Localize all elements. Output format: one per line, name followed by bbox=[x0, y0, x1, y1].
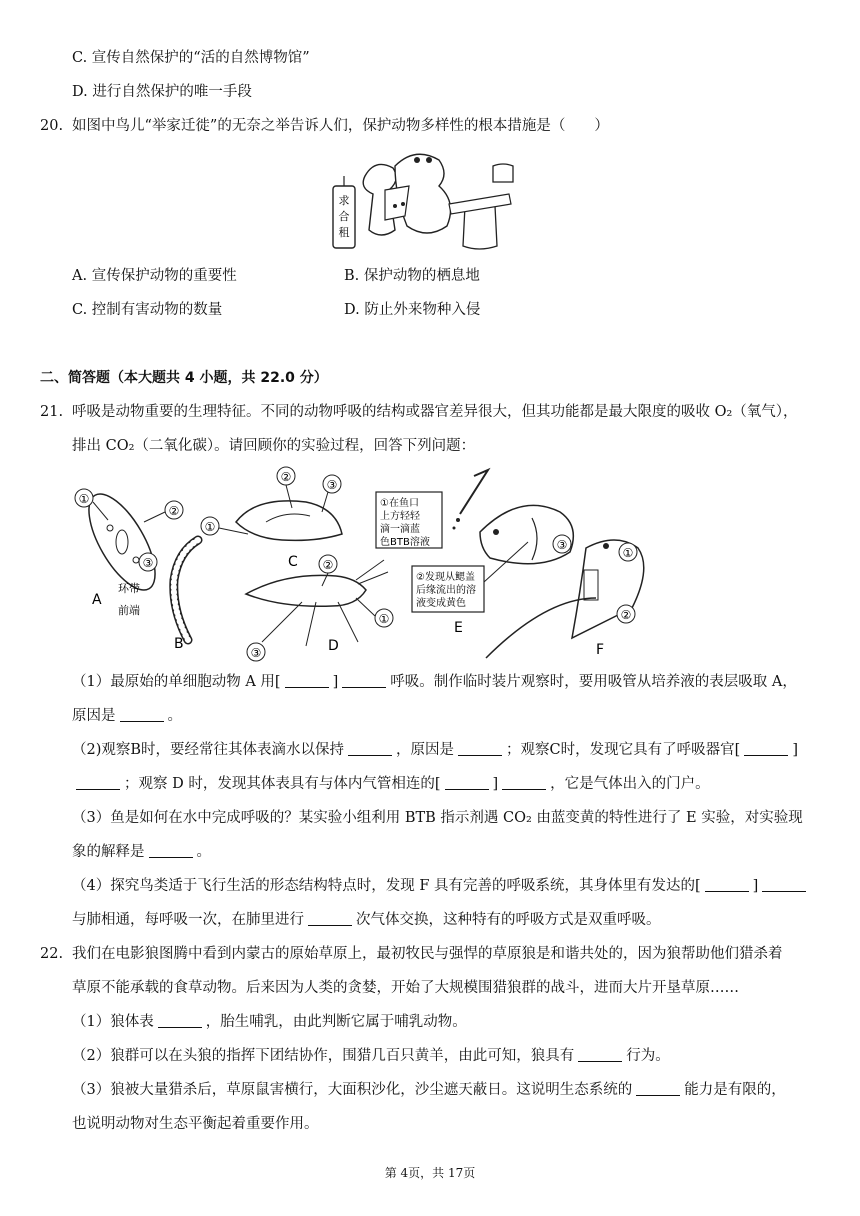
text: ；观察C时，发现它具有了呼吸器官[ bbox=[506, 742, 741, 758]
box1-line2: 上方轻轻 bbox=[380, 511, 420, 522]
answer-blank[interactable] bbox=[76, 775, 120, 790]
box2-line3: 液变成黄色 bbox=[416, 598, 466, 609]
box1-line4: 色BTB溶液 bbox=[380, 537, 430, 548]
answer-blank[interactable] bbox=[149, 843, 193, 858]
q21-part2-line2 bbox=[72, 774, 710, 794]
label-d-1: ① bbox=[378, 612, 390, 626]
label-c-1: ① bbox=[204, 520, 216, 534]
q20-option-c: C. 控制有害动物的数量 bbox=[72, 302, 223, 318]
q21-part4-line2 bbox=[72, 910, 661, 930]
text: （4）探究鸟类适于飞行生活的形态结构特点时，发现 F 具有完善的呼吸系统，其身体里有发达的[ bbox=[72, 878, 701, 894]
q22-part3 bbox=[72, 1080, 786, 1100]
answer-blank[interactable] bbox=[705, 877, 749, 892]
text: 象的解释是 bbox=[72, 844, 145, 860]
answer-blank[interactable] bbox=[458, 741, 502, 756]
text: ，原因是 bbox=[396, 742, 455, 758]
text: 次气体交换，这种特有的呼吸方式是双重呼吸。 bbox=[356, 912, 661, 928]
answer-blank[interactable] bbox=[445, 775, 489, 790]
label-f-2: ② bbox=[620, 608, 632, 622]
q19-option-c: C. 宣传自然保护的“活的自然博物馆” bbox=[72, 50, 310, 66]
question-number: 22. bbox=[40, 946, 64, 962]
q20-option-b: B. 保护动物的栖息地 bbox=[344, 268, 480, 284]
q22-intro-line2: 草原不能承载的食草动物。后来因为人类的贪婪，开始了大规模围猎狼群的战斗，进而大片开垦草原…… bbox=[72, 980, 739, 996]
text: 能力是有限的， bbox=[684, 1082, 786, 1098]
answer-blank[interactable] bbox=[502, 775, 546, 790]
q20-option-d: D. 防止外来物种入侵 bbox=[344, 302, 481, 318]
text: （2）狼群可以在头狼的指挥下团结协作，围猎几百只黄羊，由此可知，狼具有 bbox=[72, 1048, 575, 1064]
grasshopper-icon bbox=[246, 575, 366, 606]
text: （1）狼体表 bbox=[72, 1014, 154, 1030]
text: ] bbox=[752, 878, 759, 894]
text: ，胎生哺乳，由此判断它属于哺乳动物。 bbox=[205, 1014, 467, 1030]
tree-stump-small-icon bbox=[493, 164, 513, 182]
q21-intro-line1 bbox=[40, 402, 798, 422]
answer-blank[interactable] bbox=[158, 1013, 202, 1028]
question-text: 呼吸是动物重要的生理特征。不同的动物呼吸的结构或器官差异很大，但其功能都是最大限度的吸收 O₂（氧气）， bbox=[72, 404, 798, 420]
text: （1）最原始的单细胞动物 A 用[ bbox=[72, 674, 281, 690]
label-d-3: ③ bbox=[250, 646, 262, 660]
label-d-2: ② bbox=[322, 558, 334, 572]
text: ；观察 D 时，发现其体表具有与体内气管相连的[ bbox=[124, 776, 441, 792]
label-ring: 环带 bbox=[118, 582, 140, 595]
question-text: 我们在电影狼图腾中看到内蒙古的原始草原上，最初牧民与强悍的草原狼是和谐共处的，因为狼帮助他们猎杀着 bbox=[72, 946, 783, 962]
q21-part4-line1 bbox=[72, 876, 810, 896]
text: ] bbox=[332, 674, 339, 690]
q22-part3-line2: 也说明动物对生态平衡起着重要作用。 bbox=[72, 1116, 319, 1132]
answer-blank[interactable] bbox=[348, 741, 392, 756]
answer-blank[interactable] bbox=[342, 673, 386, 688]
label-D: D bbox=[328, 638, 339, 654]
snail-icon bbox=[236, 501, 342, 541]
label-f-3: ③ bbox=[556, 538, 568, 552]
text: （3）狼被大量猎杀后，草原鼠害横行，大面积沙化，沙尘遮天蔽日。这说明生态系统的 bbox=[72, 1082, 633, 1098]
q21-intro-line2: 排出 CO₂（二氧化碳）。请回顾你的实验过程，回答下列问题： bbox=[72, 438, 476, 454]
dropper-icon bbox=[460, 470, 488, 514]
text: 行为。 bbox=[626, 1048, 670, 1064]
label-A: A bbox=[92, 592, 102, 608]
q21-part3-line2 bbox=[72, 842, 211, 862]
q21-part1-line2 bbox=[72, 706, 182, 726]
answer-blank[interactable] bbox=[636, 1081, 680, 1096]
q19-option-d: D. 进行自然保护的唯一手段 bbox=[72, 84, 252, 100]
question-number: 20. bbox=[40, 118, 64, 134]
answer-blank[interactable] bbox=[308, 911, 352, 926]
q21-figure bbox=[66, 462, 656, 662]
q22-part1 bbox=[72, 1012, 467, 1032]
text: ，它是气体出入的门户。 bbox=[550, 776, 710, 792]
label-f-1: ① bbox=[622, 546, 634, 560]
label-C: C bbox=[288, 554, 298, 570]
sign-text-2: 合 bbox=[338, 210, 350, 223]
label-front: 前端 bbox=[118, 604, 140, 617]
q21-part1-line1 bbox=[72, 672, 797, 692]
q20-option-a: A. 宣传保护动物的重要性 bbox=[72, 268, 237, 284]
q22-part2 bbox=[72, 1046, 670, 1066]
box2-line1: ②发现从鳃盖 bbox=[416, 572, 475, 583]
box1-line1: ①在鱼口 bbox=[380, 498, 419, 509]
q21-part2-line1 bbox=[72, 740, 798, 760]
text: ] bbox=[492, 776, 499, 792]
answer-blank[interactable] bbox=[762, 877, 806, 892]
question-text: 如图中鸟儿“举家迁徙”的无奈之举告诉人们，保护动物多样性的根本措施是（ ） bbox=[72, 118, 609, 134]
text: ] bbox=[792, 742, 798, 758]
question-number: 21. bbox=[40, 404, 64, 420]
text: 。 bbox=[196, 844, 211, 860]
answer-blank[interactable] bbox=[285, 673, 329, 688]
q22-intro-line1 bbox=[40, 944, 783, 964]
fish-icon bbox=[480, 505, 573, 563]
answer-blank[interactable] bbox=[578, 1047, 622, 1062]
label-a-1: ① bbox=[78, 492, 90, 506]
text: （2)观察B时，要经常往其体表滴水以保持 bbox=[72, 742, 345, 758]
q20-stem bbox=[40, 116, 609, 136]
box1-line3: 滴一滴蓝 bbox=[380, 524, 420, 535]
text: 呼吸。制作临时装片观察时，要用吸管从培养液的表层吸取 A， bbox=[390, 674, 797, 690]
label-c-2: ② bbox=[280, 470, 292, 484]
section-heading: 二、简答题（本大题共 4 小题，共 22.0 分） bbox=[40, 370, 328, 386]
box2-line2: 后缘流出的溶 bbox=[416, 585, 476, 596]
label-a-2: ② bbox=[168, 504, 180, 518]
sign-text-3: 租 bbox=[338, 226, 350, 239]
text: 与肺相通，每呼吸一次，在肺里进行 bbox=[72, 912, 304, 928]
text: 。 bbox=[167, 708, 182, 724]
label-F: F bbox=[596, 642, 605, 658]
answer-blank[interactable] bbox=[120, 707, 164, 722]
page-footer: 第 4页，共 17页 bbox=[384, 1166, 476, 1180]
q21-part3-line1: （3）鱼是如何在水中完成呼吸的？某实验小组利用 BTB 指示剂遇 CO₂ 由蓝变黄的特性进行了 E 实验，对实验现 bbox=[72, 810, 803, 826]
answer-blank[interactable] bbox=[744, 741, 788, 756]
bundle-icon bbox=[385, 186, 409, 220]
label-B: B bbox=[174, 636, 184, 652]
text: 原因是 bbox=[72, 708, 116, 724]
label-c-3: ③ bbox=[326, 478, 338, 492]
label-a-3: ③ bbox=[142, 556, 154, 570]
label-E: E bbox=[454, 620, 463, 636]
q20-figure bbox=[325, 146, 525, 256]
sign-text-1: 求 bbox=[338, 194, 350, 207]
